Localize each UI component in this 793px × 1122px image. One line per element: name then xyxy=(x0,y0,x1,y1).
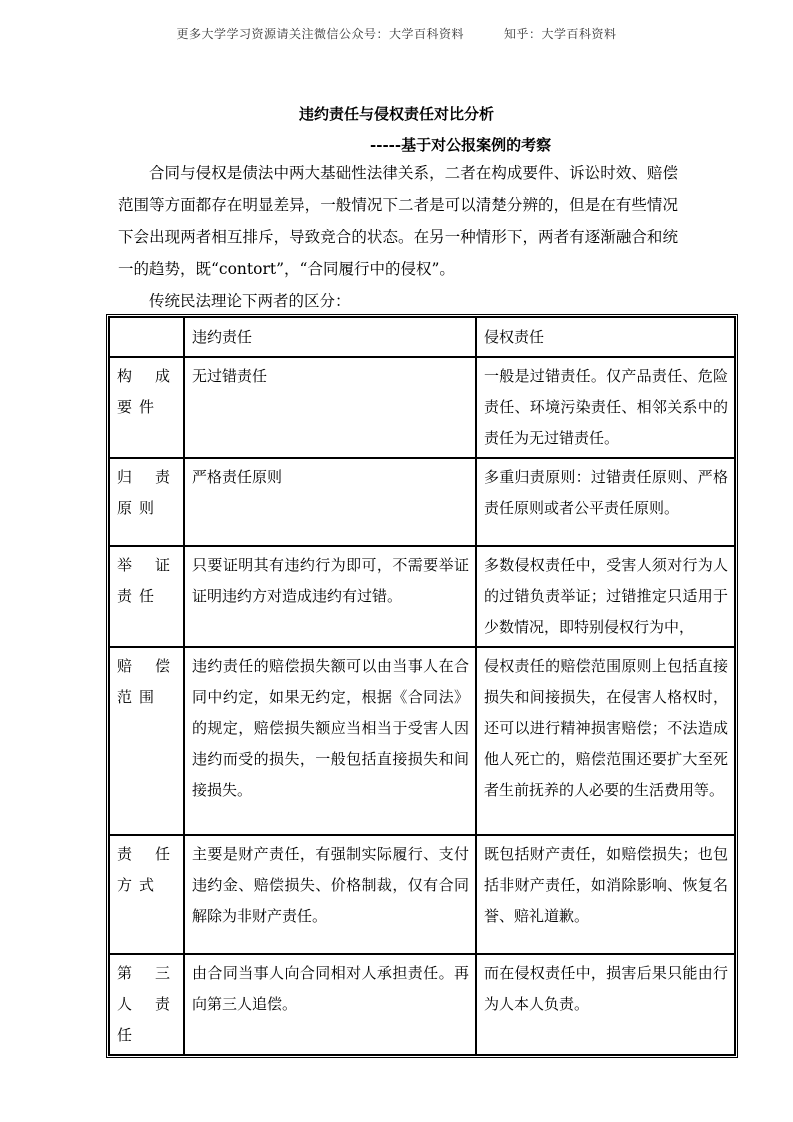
table-intro-paragraph: 传统民法理论下两者的区分： xyxy=(149,292,351,310)
row-tort-cell: 一般是过错责任。仅产品责任、危险责任、环境污染责任、相邻关系中的责任为无过错责任。 xyxy=(476,357,735,458)
intro-paragraph: 合同与侵权是债法中两大基础性法律关系，二者在构成要件、诉讼时效、赔偿范围等方面都存在明显差异，一般情况下二者是可以清楚分辨的，但是在有些情况下会出现两者相互排斥，导致竞合的状态。在另一种情形下，两者有逐渐融合和统一的趋势，既“contort”，“合同履行中的侵权”。 xyxy=(118,164,678,278)
row-aspect-cell: 举证责任 xyxy=(109,546,184,647)
document-title: 违约责任与侵权责任对比分析 xyxy=(298,105,494,123)
row-contract-cell: 主要是财产责任，有强制实际履行、支付违约金、赔偿损失、价格制裁，仅有合同解除为非财产责任。 xyxy=(184,835,476,954)
table-row xyxy=(109,357,735,458)
table-row xyxy=(109,835,735,954)
row-tort-cell: 多重归责原则：过错责任原则、严格责任原则或者公平责任原则。 xyxy=(476,458,735,546)
table-row xyxy=(109,458,735,546)
header-cell-tort: 侵权责任 xyxy=(476,317,735,357)
row-contract-cell: 严格责任原则 xyxy=(184,458,476,546)
row-aspect-cell: 赔偿范围 xyxy=(109,647,184,835)
row-tort-cell: 多数侵权责任中，受害人须对行为人的过错负责举证；过错推定只适用于少数情况，即特别侵权行为中， xyxy=(476,546,735,647)
comparison-table xyxy=(106,314,738,1058)
page-header xyxy=(0,25,793,42)
table-row xyxy=(109,647,735,835)
row-tort-cell: 侵权责任的赔偿范围原则上包括直接损失和间接损失，在侵害人格权时，还可以进行精神损害赔偿；不法造成他人死亡的，赔偿范围还要扩大至死者生前抚养的人必要的生活费用等。 xyxy=(476,647,735,835)
header-cell-contract: 违约责任 xyxy=(184,317,476,357)
row-tort-cell: 既包括财产责任，如赔偿损失；也包括非财产责任，如消除影响、恢复名誉、赔礼道歉。 xyxy=(476,835,735,954)
row-contract-cell: 只要证明其有违约行为即可，不需要举证证明违约方对造成违约有过错。 xyxy=(184,546,476,647)
table-row xyxy=(109,546,735,647)
row-aspect-cell: 构成要件 xyxy=(109,357,184,458)
row-contract-cell: 违约责任的赔偿损失额可以由当事人在合同中约定，如果无约定，根据《合同法》的规定，赔偿损失额应当相当于受害人因违约而受的损失，一般包括直接损失和间接损失。 xyxy=(184,647,476,835)
header-right-text: 知乎：大学百科资料 xyxy=(504,27,617,41)
row-aspect-cell: 责任方式 xyxy=(109,835,184,954)
row-tort-cell: 而在侵权责任中，损害后果只能由行为人本人负责。 xyxy=(476,954,735,1055)
row-contract-cell: 由合同当事人向合同相对人承担责任。再向第三人追偿。 xyxy=(184,954,476,1055)
row-aspect-cell: 归责原则 xyxy=(109,458,184,546)
document-subtitle: -----基于对公报案例的考察 xyxy=(370,136,552,154)
table-header-row xyxy=(109,317,735,357)
table-row xyxy=(109,954,735,1055)
row-contract-cell: 无过错责任 xyxy=(184,357,476,458)
row-aspect-cell: 第三人责任 xyxy=(109,954,184,1055)
header-left-text: 更多大学学习资源请关注微信公众号：大学百科资料 xyxy=(176,27,464,41)
header-cell-empty xyxy=(109,317,184,357)
